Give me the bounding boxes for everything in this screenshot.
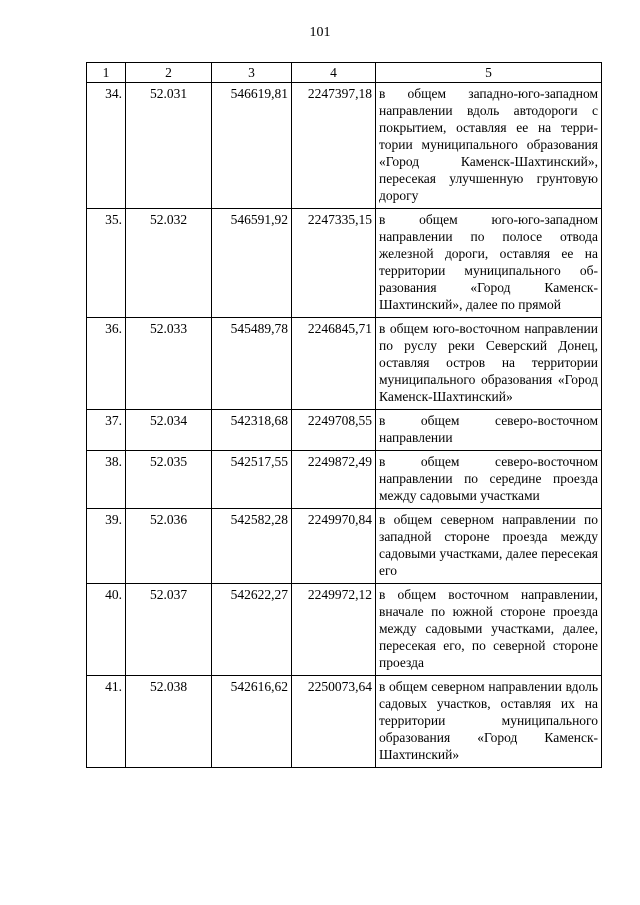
description-cell: в общем северо-восточном направлении по середине проезда между садовыми участками <box>376 451 602 509</box>
y-coordinate-cell: 2247397,18 <box>292 83 376 209</box>
column-header: 5 <box>376 63 602 83</box>
description-cell: в общем северном направлении вдоль садовых участков, оставляя их на территории муниципального образования «Город Каменск-Шахтинский» <box>376 676 602 768</box>
row-number-cell: 37. <box>87 410 126 451</box>
y-coordinate-cell: 2249872,49 <box>292 451 376 509</box>
table-row <box>87 451 602 509</box>
table-row <box>87 584 602 676</box>
column-header: 4 <box>292 63 376 83</box>
table-row <box>87 318 602 410</box>
point-id-cell: 52.032 <box>126 209 212 318</box>
point-id-cell: 52.036 <box>126 509 212 584</box>
coordinates-table <box>86 62 602 768</box>
description-cell: в общем западно-юго-западном направлении вдоль автодороги с покрытием, оставляя ее на территории муниципального образования «Город Каменск-Шахтинский», пересекая улучшенную грунтовую дорогу <box>376 83 602 209</box>
point-id-cell: 52.034 <box>126 410 212 451</box>
description-cell: в общем восточном направлении, вначале по южной стороне проезда между садовыми участками, далее, пересекая его, по северной стороне проезда <box>376 584 602 676</box>
description-cell: в общем северо-восточном направлении <box>376 410 602 451</box>
table-row <box>87 676 602 768</box>
x-coordinate-cell: 542318,68 <box>212 410 292 451</box>
x-coordinate-cell: 546619,81 <box>212 83 292 209</box>
point-id-cell: 52.038 <box>126 676 212 768</box>
x-coordinate-cell: 542582,28 <box>212 509 292 584</box>
description-cell: в общем юго-юго-западном направлении по полосе отвода железной дороги, оставляя ее на территории муниципального образования «Город Каменск-Шахтинский», далее по прямой <box>376 209 602 318</box>
y-coordinate-cell: 2249972,12 <box>292 584 376 676</box>
x-coordinate-cell: 546591,92 <box>212 209 292 318</box>
x-coordinate-cell: 542622,27 <box>212 584 292 676</box>
y-coordinate-cell: 2246845,71 <box>292 318 376 410</box>
row-number-cell: 34. <box>87 83 126 209</box>
column-header: 3 <box>212 63 292 83</box>
row-number-cell: 40. <box>87 584 126 676</box>
x-coordinate-cell: 542616,62 <box>212 676 292 768</box>
row-number-cell: 39. <box>87 509 126 584</box>
y-coordinate-cell: 2249970,84 <box>292 509 376 584</box>
column-header: 2 <box>126 63 212 83</box>
table-header-row <box>87 63 602 83</box>
x-coordinate-cell: 542517,55 <box>212 451 292 509</box>
column-header: 1 <box>87 63 126 83</box>
row-number-cell: 35. <box>87 209 126 318</box>
row-number-cell: 36. <box>87 318 126 410</box>
table-row <box>87 83 602 209</box>
y-coordinate-cell: 2247335,15 <box>292 209 376 318</box>
row-number-cell: 41. <box>87 676 126 768</box>
description-cell: в общем северном направлении по западной стороне проезда между садовыми участками, далее пересекая его <box>376 509 602 584</box>
y-coordinate-cell: 2250073,64 <box>292 676 376 768</box>
point-id-cell: 52.031 <box>126 83 212 209</box>
table-row <box>87 410 602 451</box>
description-cell: в общем юго-восточном направлении по руслу реки Северский Донец, оставляя остров на территории муниципального образования «Город Каменск-Шахтинский» <box>376 318 602 410</box>
page-number: 101 <box>309 25 331 40</box>
table-row <box>87 209 602 318</box>
row-number-cell: 38. <box>87 451 126 509</box>
table-row <box>87 509 602 584</box>
point-id-cell: 52.037 <box>126 584 212 676</box>
y-coordinate-cell: 2249708,55 <box>292 410 376 451</box>
x-coordinate-cell: 545489,78 <box>212 318 292 410</box>
point-id-cell: 52.035 <box>126 451 212 509</box>
point-id-cell: 52.033 <box>126 318 212 410</box>
